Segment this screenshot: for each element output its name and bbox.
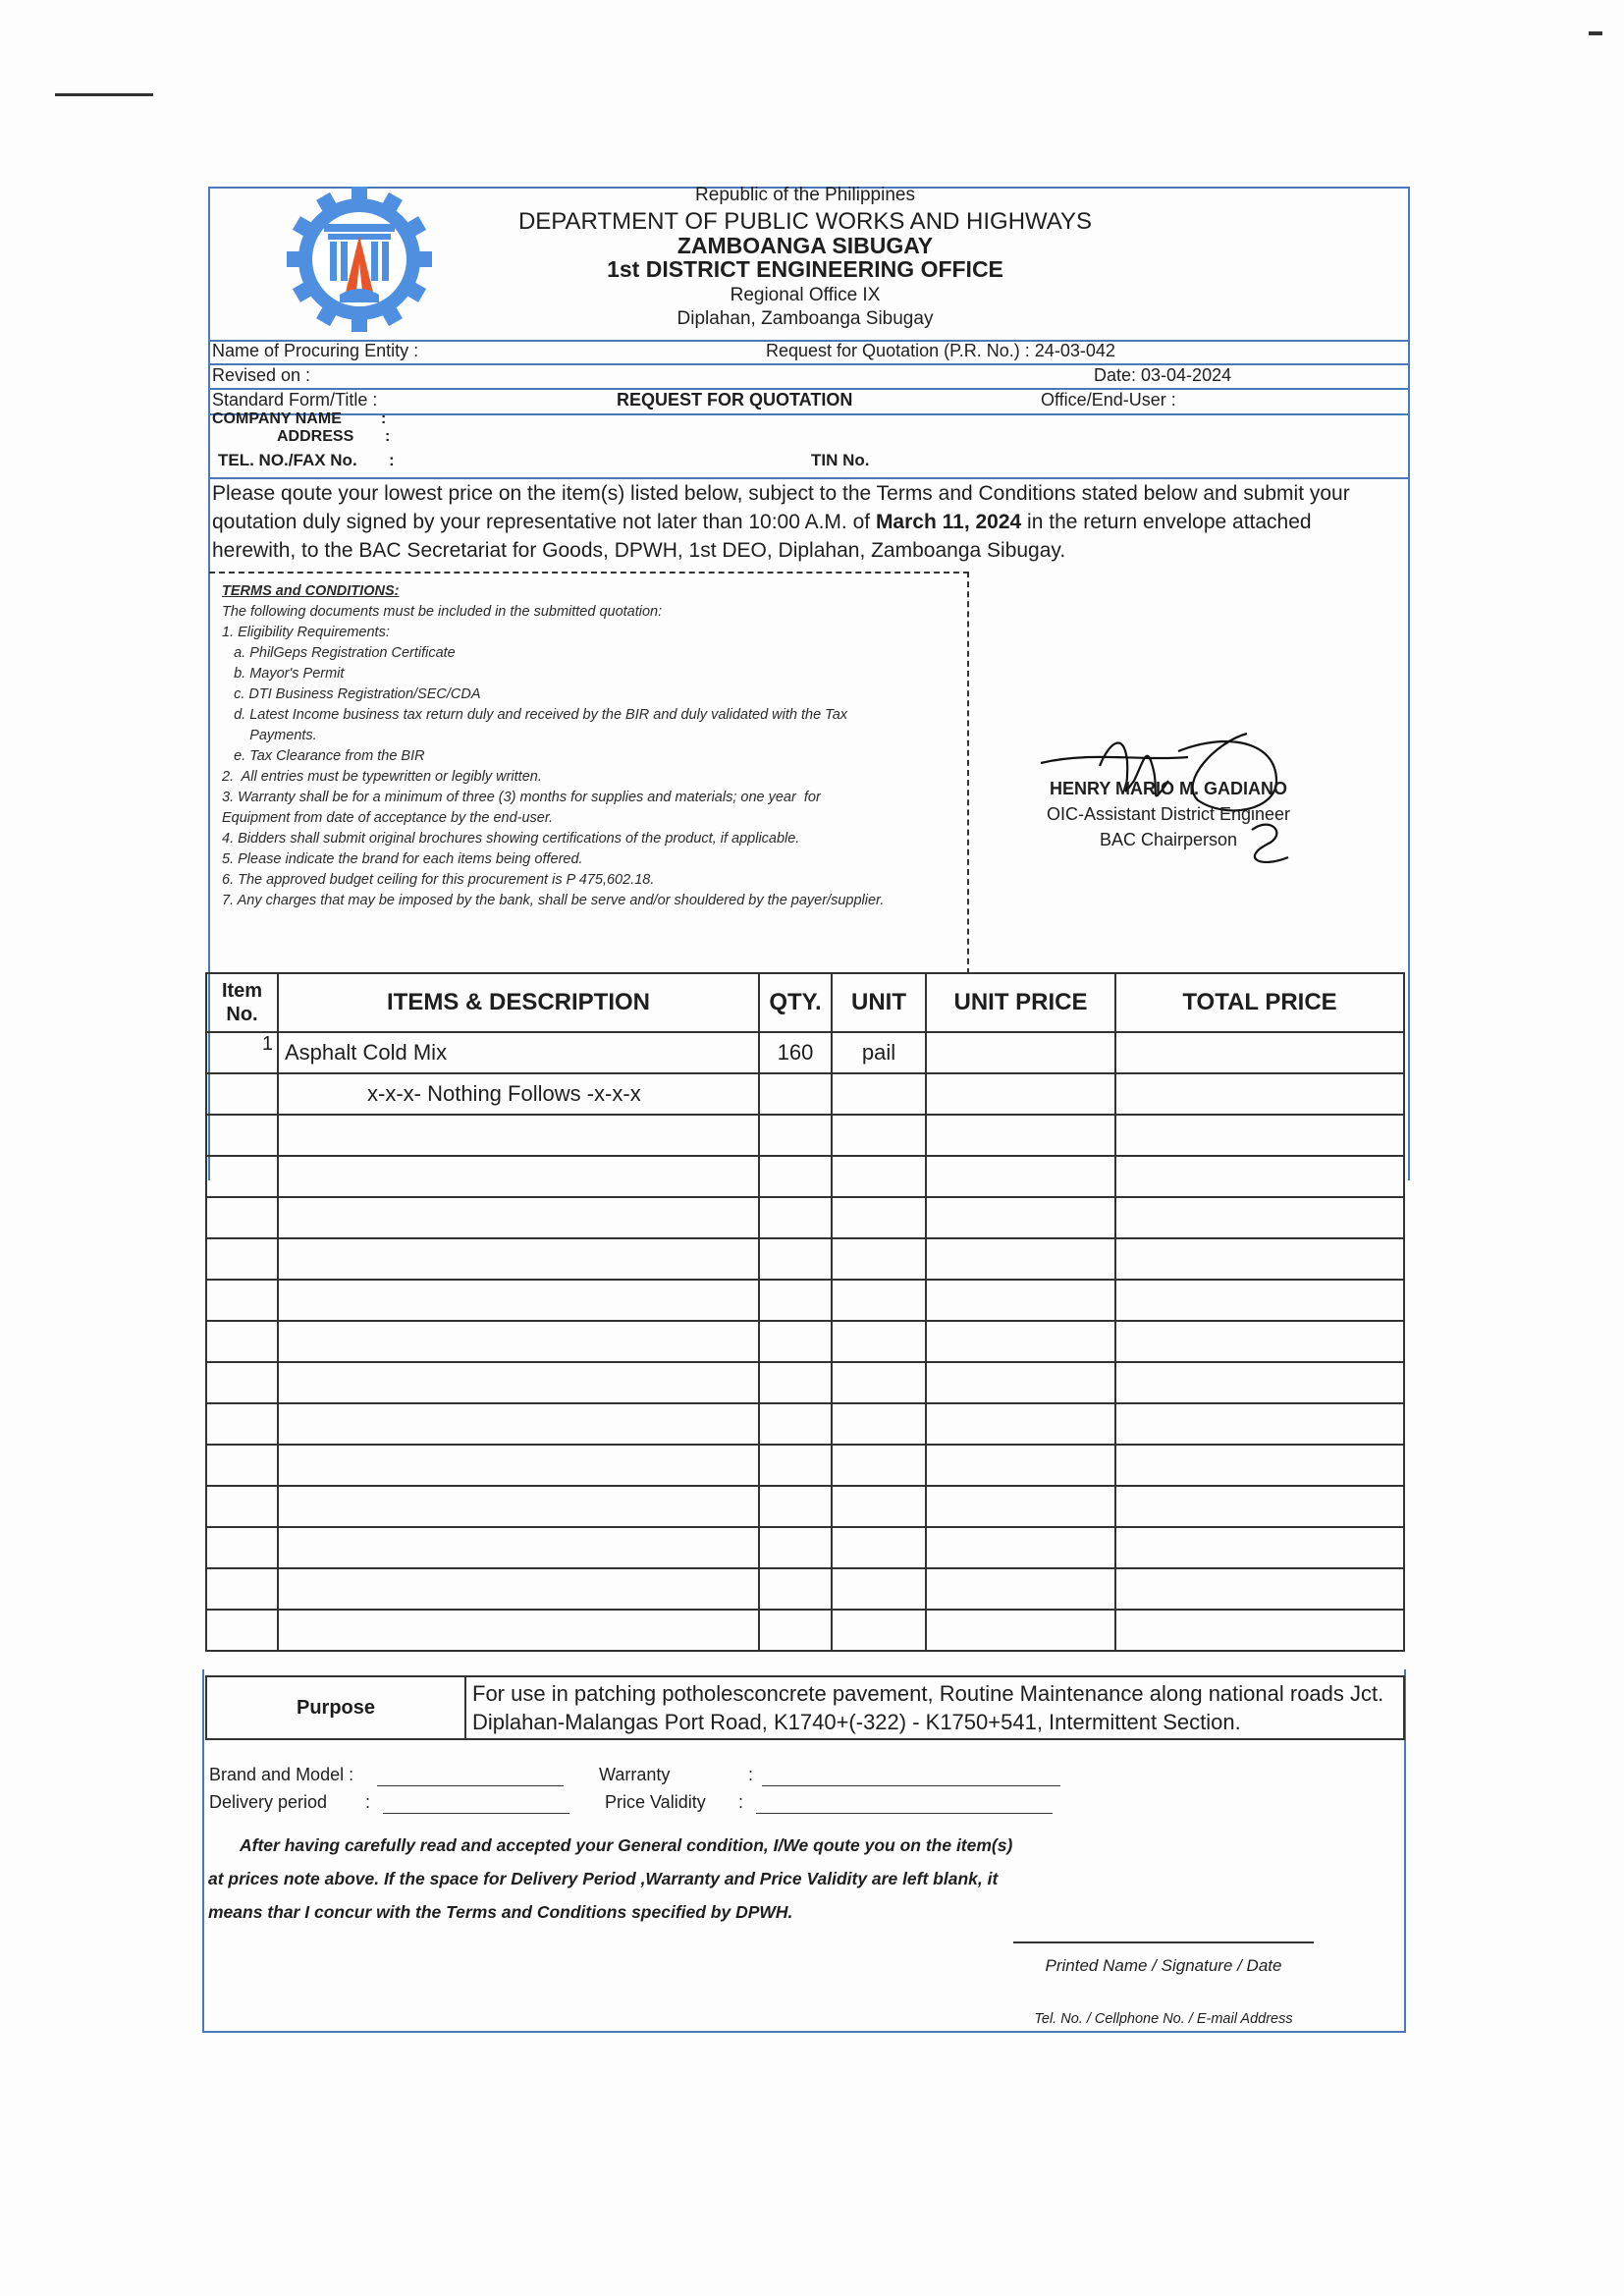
item-no[interactable] [206,1197,278,1238]
item-description[interactable] [278,1321,759,1362]
table-row [206,1321,1404,1362]
terms-line: 1. Eligibility Requirements: [222,625,390,640]
purpose-row [206,1676,1404,1739]
item-no[interactable] [206,1238,278,1280]
item-unit-price[interactable] [926,1486,1115,1527]
item-total-price[interactable] [1115,1156,1404,1197]
item-unit[interactable] [832,1238,926,1280]
colon: : [748,1765,754,1784]
signatory-role: BAC Chairperson [1099,830,1238,849]
item-no[interactable] [206,1321,278,1362]
item-qty: 160 [759,1032,832,1073]
form-title: REQUEST FOR QUOTATION [617,390,853,410]
table-row [206,1610,1404,1651]
colon: : [381,410,387,427]
company-name-label: COMPANY NAME [212,410,342,427]
submission-deadline: March 11, 2024 [875,511,1022,533]
warranty-field[interactable] [762,1770,1060,1786]
item-unit-price[interactable] [926,1238,1115,1280]
header-unit-price: UNIT PRICE [926,973,1115,1032]
terms-line: b. Mayor's Permit [222,666,345,682]
form-date: Date: 03-04-2024 [1094,365,1232,385]
terms-line: 6. The approved budget ceiling for this procurement is P 475,602.18. [222,872,655,888]
item-no [206,1073,278,1115]
revised-on-label: Revised on : [212,365,311,385]
office-end-user-label: Office/End-User : [1041,390,1176,410]
item-unit[interactable] [832,1486,926,1527]
item-no[interactable] [206,1280,278,1321]
acceptance-statement [208,1829,1092,1929]
item-total-price[interactable] [1115,1115,1404,1156]
procuring-entity-label: Name of Procuring Entity : [212,341,419,360]
item-total-price[interactable] [1115,1403,1404,1445]
acceptance-line: at prices note above. If the space for Delivery Period ,Warranty and Price Validity are left blank, it [208,1869,999,1888]
item-description[interactable] [278,1115,759,1156]
item-description: Asphalt Cold Mix [278,1032,759,1073]
item-unit-price[interactable] [926,1280,1115,1321]
divider [208,413,1408,415]
purpose-text: For use in patching potholesconcrete pavement, Routine Maintenance along national roads Jct. Diplahan-Malangas Port Road, K1740+(-322) - K1750+541, Intermittent Section. [465,1676,1404,1739]
header-no-label: No. [226,1004,258,1025]
item-unit-price[interactable] [926,1403,1115,1445]
colon: : [385,428,391,445]
item-unit[interactable] [832,1445,926,1486]
item-unit [832,1073,926,1115]
delivery-period-field[interactable] [383,1797,569,1814]
brand-model-field[interactable] [377,1770,564,1786]
dpwh-gear-logo-icon [285,185,434,334]
item-total-price[interactable] [1115,1568,1404,1610]
item-no[interactable] [206,1568,278,1610]
item-unit-price[interactable] [926,1445,1115,1486]
item-total-price[interactable] [1115,1527,1404,1568]
terms-line: e. Tax Clearance from the BIR [222,748,425,764]
item-unit-price[interactable] [926,1073,1115,1115]
table-row [206,1238,1404,1280]
item-unit-price[interactable] [926,1115,1115,1156]
item-qty[interactable] [759,1486,832,1527]
terms-line: d. Latest Income business tax return duly and received by the BIR and duly validated with the Tax [222,707,848,723]
acceptance-line: After having carefully read and accepted your General condition, I/We qoute you on the item(s) [240,1835,1013,1855]
item-unit: pail [832,1032,926,1073]
item-description[interactable] [278,1445,759,1486]
item-qty[interactable] [759,1610,832,1651]
item-unit[interactable] [832,1321,926,1362]
item-no[interactable] [206,1362,278,1403]
header-regional-office: Regional Office IX [730,285,881,305]
items-table [205,972,1405,1652]
item-unit-price[interactable] [926,1610,1115,1651]
item-qty[interactable] [759,1568,832,1610]
tin-label: TIN No. [811,451,870,469]
item-description[interactable] [278,1197,759,1238]
item-unit[interactable] [832,1527,926,1568]
item-total-price[interactable] [1115,1280,1404,1321]
terms-and-conditions [222,581,968,911]
rfq-number: Request for Quotation (P.R. No.) : 24-03-042 [766,341,1115,360]
item-qty[interactable] [759,1403,832,1445]
item-qty[interactable] [759,1362,832,1403]
item-qty[interactable] [759,1527,832,1568]
item-total-price[interactable] [1115,1238,1404,1280]
terms-line: 5. Please indicate the brand for each items being offered. [222,851,583,867]
instructions-text-end: in the return envelope attached herewith, to the BAC Secretariat for Goods, DPWH, 1st DEO, Diplahan, Zamboanga Sibugay. [212,511,1312,562]
item-unit-price[interactable] [926,1527,1115,1568]
price-validity-label: Price Validity [605,1792,706,1812]
terms-line: The following documents must be included in the submitted quotation: [222,604,663,620]
nothing-follows-marker: x-x-x- Nothing Follows -x-x-x [278,1073,759,1115]
header-total-price: TOTAL PRICE [1115,973,1404,1032]
contact-caption: Tel. No. / Cellphone No. / E-mail Address [1034,2011,1293,2027]
item-unit[interactable] [832,1197,926,1238]
header-item-label: Item [221,980,263,1002]
item-no: 1 [206,1032,278,1073]
item-unit-price[interactable] [926,1362,1115,1403]
table-row [206,1527,1404,1568]
item-qty[interactable] [759,1280,832,1321]
item-unit-price[interactable] [926,1197,1115,1238]
terms-line: a. PhilGeps Registration Certificate [222,645,456,661]
items-header-row [206,973,1404,1032]
purpose-label: Purpose [206,1676,465,1739]
item-no[interactable] [206,1115,278,1156]
item-qty[interactable] [759,1115,832,1156]
item-description[interactable] [278,1568,759,1610]
table-row [206,1115,1404,1156]
tel-fax-label: TEL. NO./FAX No. [218,451,357,469]
table-row [206,1486,1404,1527]
table-row [206,1445,1404,1486]
standard-form-label: Standard Form/Title : [212,390,378,410]
purpose-table [205,1675,1405,1740]
brand-model-label: Brand and Model : [209,1765,354,1784]
header-republic: Republic of the Philippines [695,185,915,205]
header-description: ITEMS & DESCRIPTION [278,973,759,1032]
item-unit-price[interactable] [926,1156,1115,1197]
item-total-price[interactable] [1115,1197,1404,1238]
terms-title: TERMS and CONDITIONS: [222,583,400,599]
terms-line: c. DTI Business Registration/SEC/CDA [222,686,481,702]
address-label: ADDRESS [277,428,354,445]
item-unit[interactable] [832,1362,926,1403]
terms-line: Equipment from date of acceptance by the end-user. [222,810,554,826]
header-province: ZAMBOANGA SIBUGAY [677,233,934,258]
item-unit[interactable] [832,1115,926,1156]
item-total-price[interactable] [1115,1362,1404,1403]
item-no[interactable] [206,1527,278,1568]
table-row [206,1568,1404,1610]
price-validity-field[interactable] [756,1797,1053,1814]
scan-mark [55,93,153,96]
header-qty: QTY. [759,973,832,1032]
item-qty[interactable] [759,1156,832,1197]
terms-line: 4. Bidders shall submit original brochures showing certifications of the product, if applicable. [222,831,800,847]
item-description[interactable] [278,1280,759,1321]
acceptance-line: means thar I concur with the Terms and Conditions specified by DPWH. [208,1902,793,1922]
item-unit[interactable] [832,1280,926,1321]
header-unit: UNIT [832,973,926,1032]
item-unit[interactable] [832,1568,926,1610]
table-row [206,1073,1404,1115]
item-no[interactable] [206,1445,278,1486]
colon: : [389,451,395,469]
signatory-title: OIC-Assistant District Engineer [1046,804,1291,824]
table-row [206,1197,1404,1238]
item-total-price[interactable] [1115,1321,1404,1362]
item-unit-price[interactable] [926,1032,1115,1073]
item-description[interactable] [278,1610,759,1651]
item-unit[interactable] [832,1403,926,1445]
printed-name-caption: Printed Name / Signature / Date [1045,1956,1282,1975]
table-row [206,1280,1404,1321]
header-department: DEPARTMENT OF PUBLIC WORKS AND HIGHWAYS [517,208,1093,235]
item-description[interactable] [278,1156,759,1197]
item-unit[interactable] [832,1610,926,1651]
scan-corner-mark [1589,31,1602,35]
item-no[interactable] [206,1156,278,1197]
item-unit-price[interactable] [926,1321,1115,1362]
table-row [206,1032,1404,1073]
signatory-name: HENRY MARIO M. GADIANO [1049,779,1287,798]
item-total-price[interactable] [1115,1445,1404,1486]
item-qty[interactable] [759,1197,832,1238]
item-qty[interactable] [759,1445,832,1486]
terms-line: 7. Any charges that may be imposed by the bank, shall be serve and/or shouldered by the payer/supplier. [222,893,885,908]
delivery-period-label: Delivery period [209,1792,328,1812]
item-no[interactable] [206,1486,278,1527]
header-item-no [206,973,278,1032]
terms-line: 3. Warranty shall be for a minimum of three (3) months for supplies and materials; one year for [222,790,821,805]
item-qty[interactable] [759,1321,832,1362]
table-row [206,1403,1404,1445]
instructions-text: Please qoute your lowest price on the item(s) listed below, subject to the Terms and Conditions stated below and submit your qoutation duly signed by your representative not later than 10:00 A.M. of [212,482,1350,533]
item-description[interactable] [278,1362,759,1403]
supplier-signature-line[interactable] [1013,1941,1314,1943]
quotation-instructions [212,479,1400,565]
terms-line: 2. All entries must be typewritten or legibly written. [222,769,542,785]
item-qty[interactable] [759,1238,832,1280]
item-description[interactable] [278,1403,759,1445]
item-qty [759,1073,832,1115]
item-total-price[interactable] [1115,1073,1404,1115]
signatory-block [1021,776,1316,852]
item-unit-price[interactable] [926,1568,1115,1610]
colon: : [365,1792,371,1812]
colon: : [738,1792,744,1812]
item-total-price[interactable] [1115,1032,1404,1073]
item-unit[interactable] [832,1156,926,1197]
item-no[interactable] [206,1403,278,1445]
terms-line: Payments. [222,728,317,743]
warranty-label: Warranty [599,1765,671,1784]
table-row [206,1156,1404,1197]
item-no[interactable] [206,1610,278,1651]
item-total-price[interactable] [1115,1610,1404,1651]
item-description[interactable] [278,1527,759,1568]
header-district-office: 1st DISTRICT ENGINEERING OFFICE [607,256,1003,282]
header-location: Diplahan, Zamboanga Sibugay [677,308,934,329]
table-row [206,1362,1404,1403]
item-description[interactable] [278,1238,759,1280]
item-description[interactable] [278,1486,759,1527]
item-total-price[interactable] [1115,1486,1404,1527]
